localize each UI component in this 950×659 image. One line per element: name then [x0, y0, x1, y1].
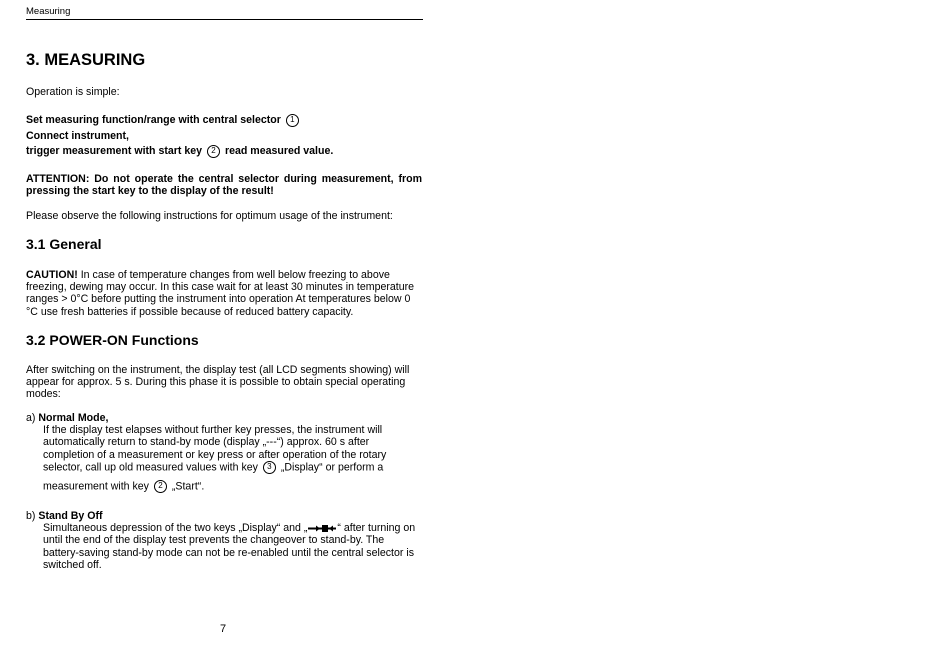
step-3: trigger measurement with start key 2 read measured value. [26, 145, 334, 157]
caution-text: In case of temperature changes from well below freezing to above freezing, dewing may occur. In this case wait for at least 30 minutes in temperature ranges > 0°C before putting the instrument into operation At temperatures below 0 °C use fresh batteries if possible because of reduced battery capacity. [26, 269, 415, 318]
step-1: Set measuring function/range with central selector 1 [26, 113, 422, 129]
section-3-2-title: 3.2 POWER-ON Functions [26, 332, 199, 348]
page-number: 7 [220, 623, 227, 635]
item-stand-by-off [26, 510, 422, 571]
key-symbol-icon [307, 524, 337, 533]
marker-3-icon: 3 [263, 461, 276, 474]
attention-note: ATTENTION: Do not operate the central selector during measurement, from pressing the start key to the display of the result! [26, 173, 422, 198]
step-2: Connect instrument, [26, 129, 129, 142]
item-a-heading: a) Normal Mode, [26, 412, 109, 424]
marker-1-icon: 1 [286, 114, 299, 127]
running-header [26, 6, 423, 20]
observe-note: Please observe the following instructions for optimum usage of the instrument: [26, 210, 393, 222]
marker-2b-icon: 2 [154, 480, 167, 493]
marker-2-icon: 2 [207, 145, 220, 158]
power-on-intro: After switching on the instrument, the display test (all LCD segments showing) will appear for approx. 5 s. During this phase it is possible to obtain special operating modes: [26, 364, 410, 401]
running-header-title: Measuring [26, 6, 71, 17]
item-b-heading: b) Stand By Off [26, 510, 103, 522]
caution-label: CAUTION! [26, 269, 78, 281]
item-b-body: Simultaneous depression of the two keys „Display“ and „ “ after turning on until the end of the display test prevents the changeover to stand-by. The battery-saving stand-by mode can not be re-enabled until the central selector is switched off. [43, 522, 416, 571]
item-normal-mode [26, 412, 422, 493]
section-3-1-title: 3.1 General [26, 236, 102, 252]
section-3-title: 3. MEASURING [26, 51, 146, 69]
measuring-steps [26, 113, 422, 160]
caution-paragraph [26, 269, 422, 318]
section-3-intro: Operation is simple: [26, 86, 120, 98]
item-a-body: If the display test elapses without further key presses, the instrument will automatically return to stand-by mode (display „---“) approx. 60 s after completion of a measurement or key press or after operation of the rotary selector, call up old measured values with key 3 „Display“ or perform a measurement with key 2 „Start“. [43, 424, 387, 493]
